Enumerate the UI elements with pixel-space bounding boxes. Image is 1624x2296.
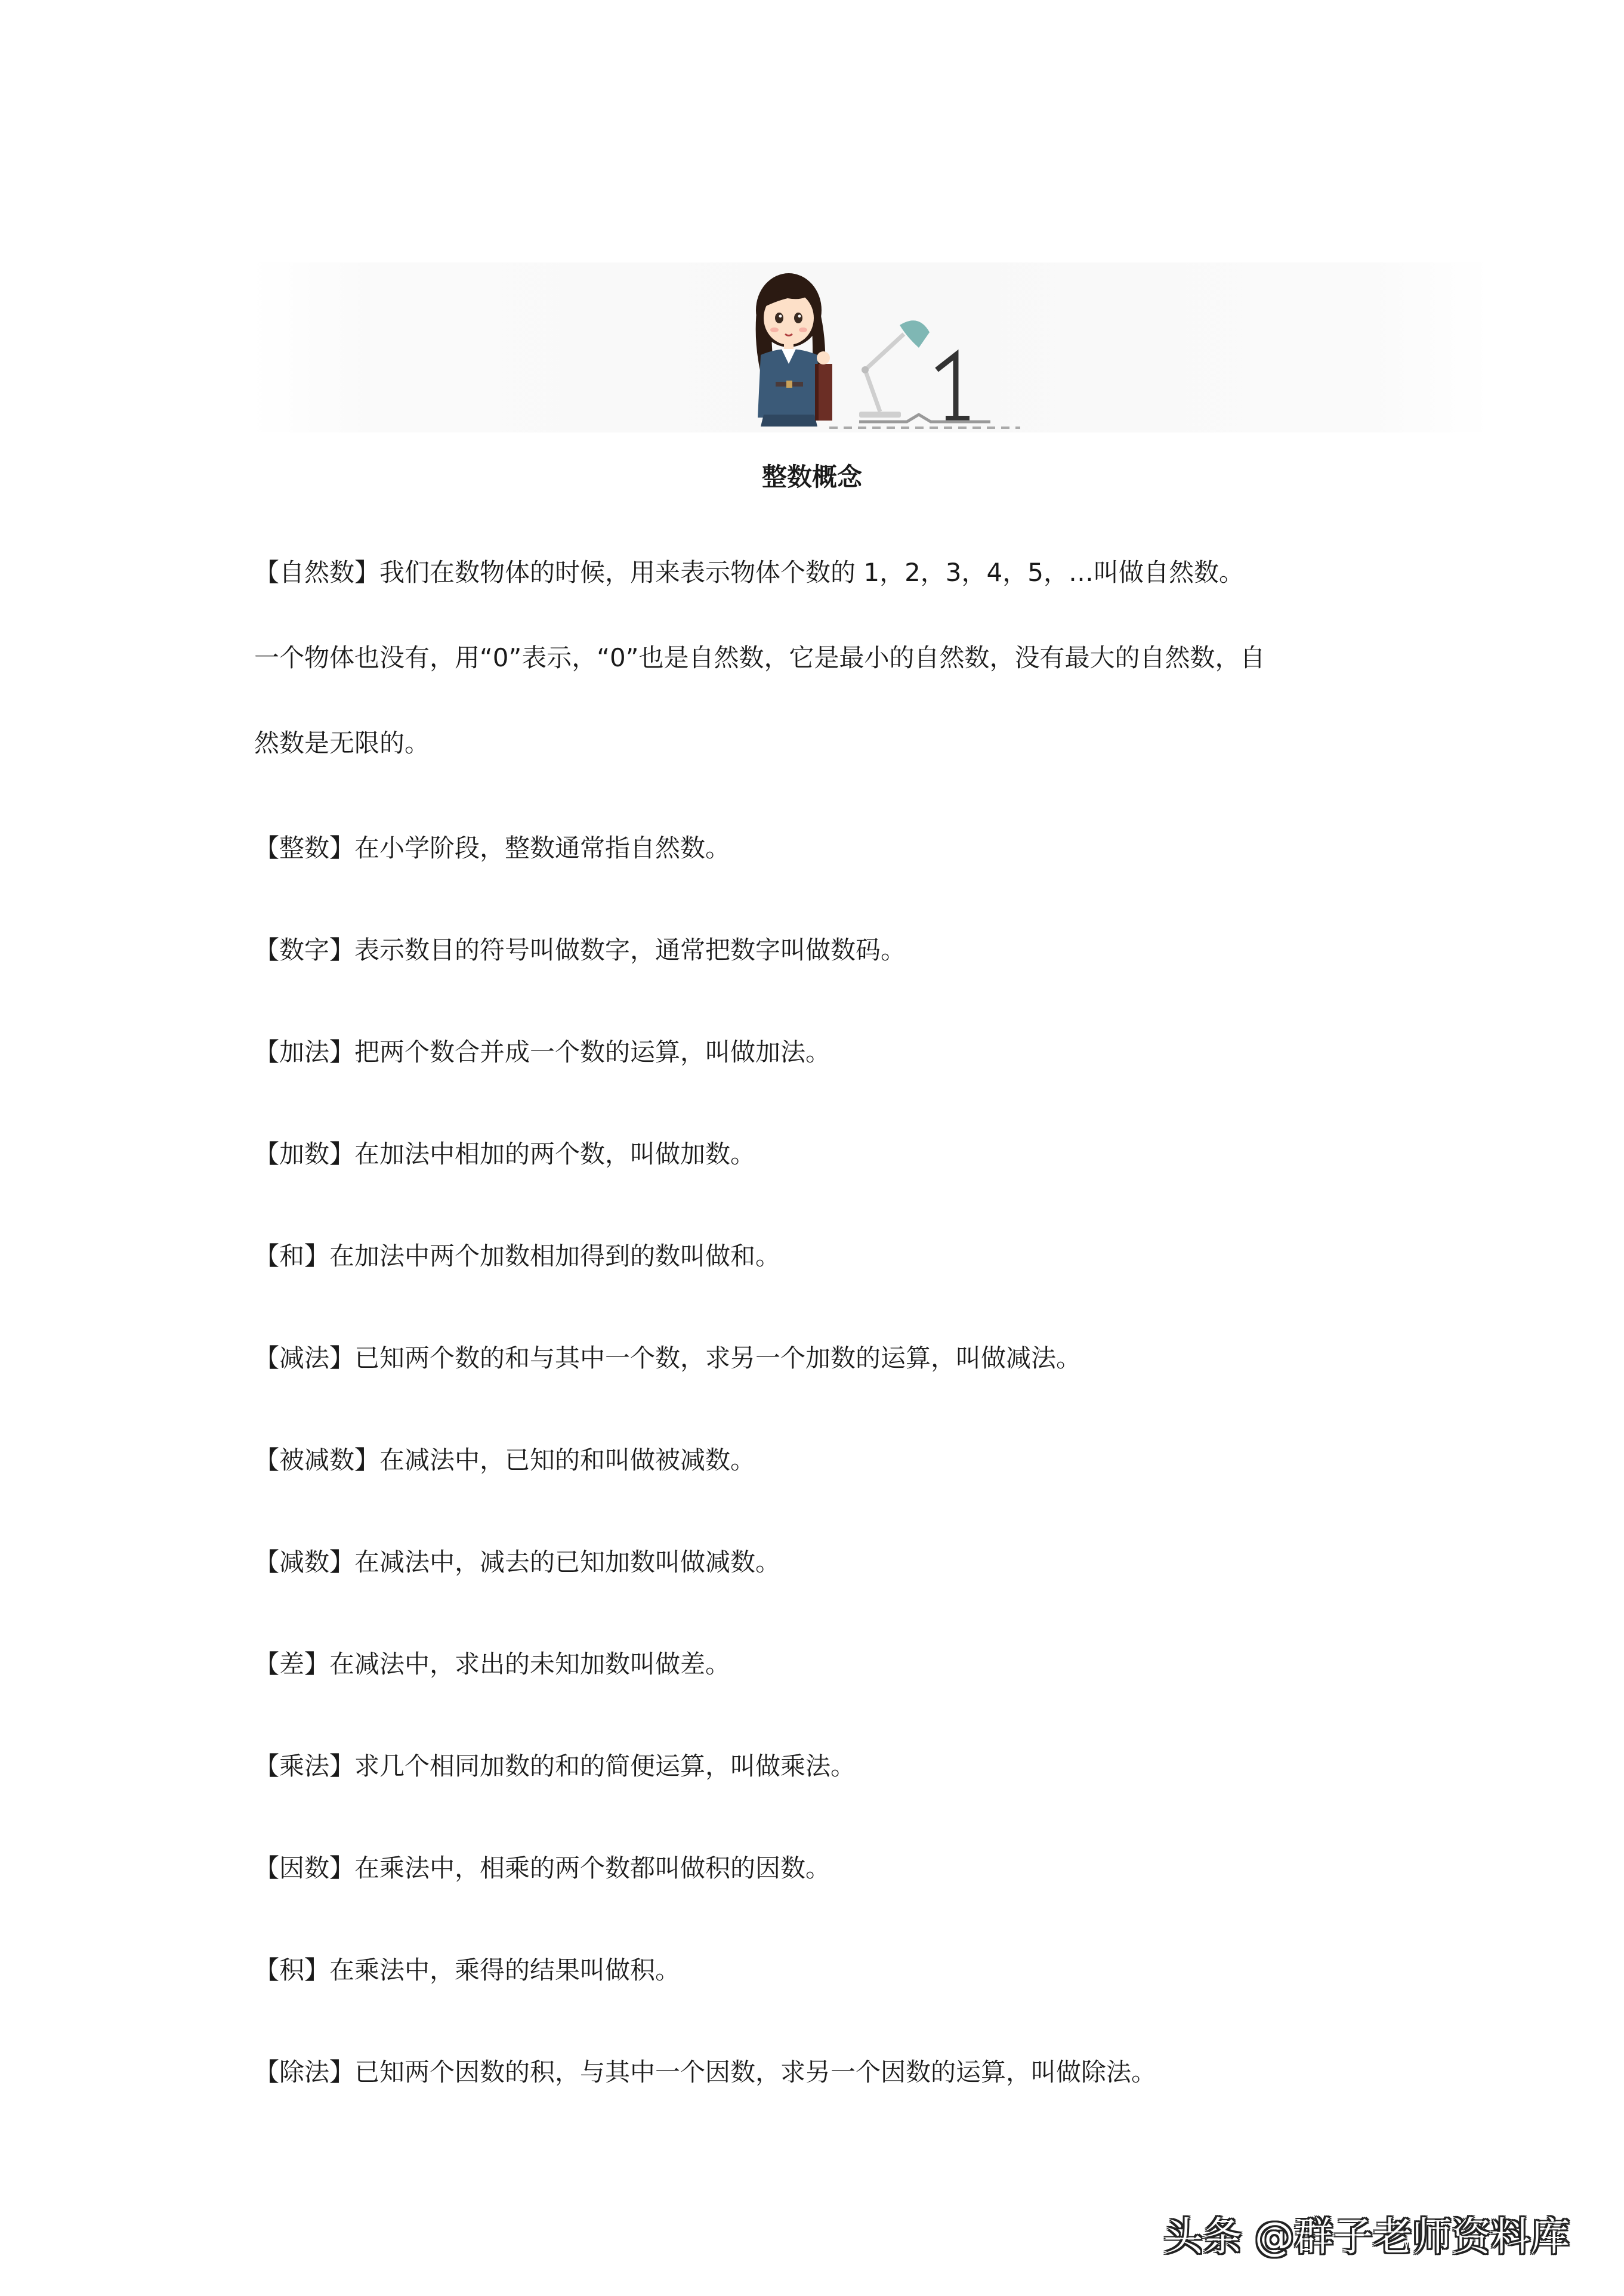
paragraph-multiplication: 【乘法】求几个相同加数的和的简便运算，叫做乘法。: [254, 1751, 856, 1781]
paragraph-factor: 【因数】在乘法中，相乘的两个数都叫做积的因数。: [254, 1853, 831, 1883]
paragraph-sum: 【和】在加法中两个加数相加得到的数叫做和。: [254, 1241, 781, 1271]
paragraph-integer: 【整数】在小学阶段，整数通常指自然数。: [254, 833, 731, 863]
paragraph-addend: 【加数】在加法中相加的两个数，叫做加数。: [254, 1139, 756, 1169]
teacher-illustration: [740, 265, 1026, 429]
number-one-icon: [937, 355, 970, 421]
paragraph-subtraction: 【减法】已知两个数的和与其中一个数，求另一个加数的运算，叫做减法。: [254, 1343, 1082, 1373]
paragraph-difference: 【差】在减法中，求出的未知加数叫做差。: [254, 1649, 731, 1679]
paragraph-minuend: 【被减数】在减法中，已知的和叫做被减数。: [254, 1445, 756, 1475]
lamp-icon: [859, 320, 930, 418]
watermark: 头条 @群子老师资料库: [1163, 2214, 1570, 2260]
paragraph-line: 一个物体也没有，用“0”表示，“0”也是自然数，它是最小的自然数，没有最大的自然数，自: [254, 643, 1265, 672]
page-title: 整数概念: [761, 462, 862, 492]
paragraph-digit: 【数字】表示数目的符号叫做数字，通常把数字叫做数码。: [254, 935, 906, 965]
paragraph-product: 【积】在乘法中，乘得的结果叫做积。: [254, 1955, 681, 1985]
teacher-figure: [756, 273, 832, 427]
paragraph-division: 【除法】已知两个因数的积，与其中一个因数，求另一个因数的运算，叫做除法。: [254, 2057, 1157, 2087]
book-icon: [829, 415, 1020, 428]
paragraph-subtrahend: 【减数】在减法中，减去的已知加数叫做减数。: [254, 1547, 781, 1577]
paragraph-line: 然数是无限的。: [254, 728, 430, 758]
paragraph-addition: 【加法】把两个数合并成一个数的运算，叫做加法。: [254, 1037, 831, 1067]
paragraph-line: 【自然数】我们在数物体的时候，用来表示物体个数的 1，2，3，4，5，…叫做自然数。: [254, 558, 1244, 587]
